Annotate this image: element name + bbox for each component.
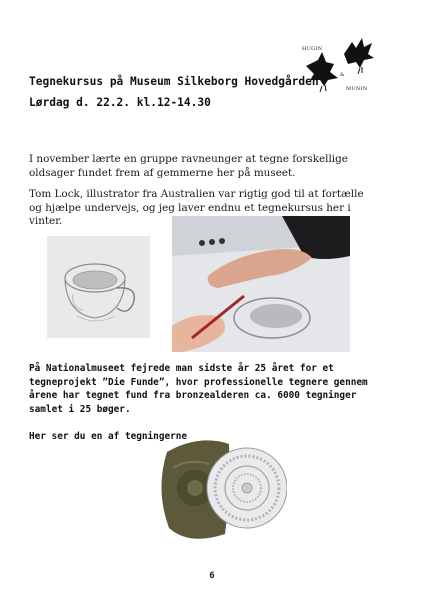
paragraph-intro: I november lærte en gruppe ravneunger at tegne forskellige oldsager fundet frem af gemmerne her på museet. bbox=[29, 153, 348, 179]
logo-text-top: HUGIN bbox=[302, 46, 323, 52]
cup-sketch-image bbox=[47, 236, 150, 338]
cup-drawing-photo bbox=[47, 236, 150, 338]
page-number: 6 bbox=[209, 571, 215, 581]
logo-text-bottom: MUNIN bbox=[346, 86, 368, 92]
nationalmuseet-paragraph: På Nationalmuseet fejrede man sidste år 25 året for et tegneprojekt ”Die Funde”, hvor professionelle tegnere gennem årene har tegnet fund fra bronzealderen ca. 6000 tegninger samlet i 25 bøger. bbox=[29, 363, 368, 415]
drawing-hands-photo bbox=[172, 216, 350, 352]
raven-logo-icon bbox=[300, 34, 380, 104]
bronze-disc-photo bbox=[159, 438, 287, 548]
paragraph-tom-lock: Tom Lock, illustrator fra Australien var rigtig god til at fortælle og hjælpe undervejs, og jeg laver endnu et tegnekursus her i vinter. bbox=[29, 188, 364, 227]
page-title: Tegnekursus på Museum Silkeborg Hovedgården bbox=[29, 75, 319, 88]
event-date: Lørdag d. 22.2. kl.12-14.30 bbox=[29, 96, 211, 109]
hugin-munin-logo bbox=[300, 34, 380, 104]
drawing-caption: Her ser du en af tegningerne bbox=[29, 431, 188, 442]
drawing-hands-image bbox=[172, 216, 350, 352]
logo-text-mid: & bbox=[340, 72, 345, 78]
bronze-disc-image bbox=[159, 438, 287, 548]
